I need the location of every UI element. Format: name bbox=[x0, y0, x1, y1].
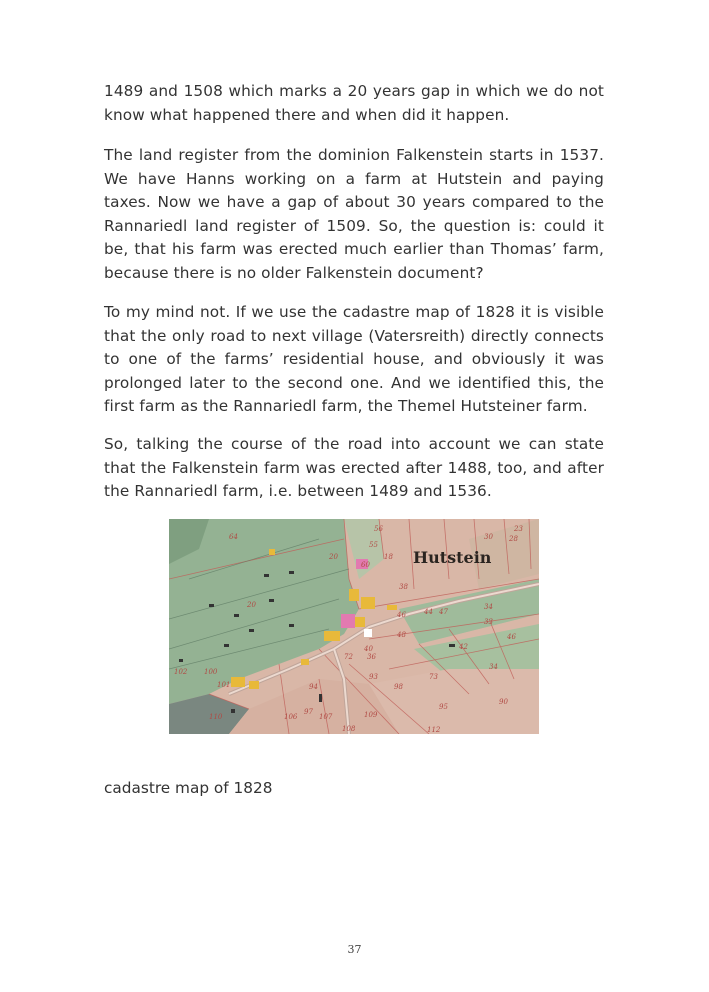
svg-text:18: 18 bbox=[384, 553, 393, 561]
residence-building bbox=[341, 614, 355, 628]
svg-text:108: 108 bbox=[342, 725, 356, 733]
svg-text:36: 36 bbox=[367, 653, 376, 661]
svg-text:56: 56 bbox=[374, 525, 383, 533]
svg-text:100: 100 bbox=[204, 668, 218, 676]
svg-text:98: 98 bbox=[394, 683, 403, 691]
svg-text:42: 42 bbox=[459, 643, 468, 651]
svg-text:34: 34 bbox=[484, 603, 493, 611]
farm-building bbox=[361, 597, 375, 609]
svg-text:34: 34 bbox=[489, 663, 498, 671]
svg-text:109: 109 bbox=[364, 711, 378, 719]
svg-text:95: 95 bbox=[439, 703, 448, 711]
svg-text:46: 46 bbox=[507, 633, 516, 641]
svg-text:101: 101 bbox=[217, 681, 231, 689]
svg-text:20: 20 bbox=[329, 553, 338, 561]
paragraph-4: So, talking the course of the road into account we can state that the Falkenstein farm was erected after 1488, too, and after the Rannariedl farm, i.e. between 1489 and 1536. bbox=[104, 435, 604, 500]
svg-text:48: 48 bbox=[397, 631, 406, 639]
svg-text:30: 30 bbox=[484, 533, 493, 541]
svg-text:72: 72 bbox=[344, 653, 353, 661]
svg-text:110: 110 bbox=[209, 713, 223, 721]
svg-text:44: 44 bbox=[424, 608, 433, 616]
svg-text:106: 106 bbox=[284, 713, 298, 721]
svg-text:46: 46 bbox=[397, 611, 406, 619]
paragraph-2: The land register from the dominion Falkenstein starts in 1537. We have Hanns working on a farm at Hutstein and paying taxes. Now we have a gap of about 30 years compared to the Rannariedl land register of 1509. So, the question is: could it be, that his farm was erected much earlier than Thomas’ farm, because there is no older Falkenstein document? bbox=[104, 146, 604, 282]
svg-text:40: 40 bbox=[364, 645, 373, 653]
svg-text:60: 60 bbox=[361, 561, 370, 569]
svg-text:90: 90 bbox=[499, 698, 508, 706]
svg-text:64: 64 bbox=[229, 533, 238, 541]
svg-text:102: 102 bbox=[174, 668, 188, 676]
svg-text:20: 20 bbox=[247, 601, 256, 609]
svg-text:47: 47 bbox=[439, 608, 448, 616]
svg-text:73: 73 bbox=[429, 673, 438, 681]
paragraph-1: 1489 and 1508 which marks a 20 years gap in which we do not know what happened there and when did it happen. bbox=[104, 82, 604, 124]
svg-text:28: 28 bbox=[509, 535, 518, 543]
svg-text:55: 55 bbox=[369, 541, 378, 549]
svg-text:107: 107 bbox=[319, 713, 333, 721]
paragraph-3: To my mind not. If we use the cadastre map of 1828 it is visible that the only road to next village (Vatersreith) directly connects to one of the farms’ residential house, and obviously it was prolonged later to the second one. And we identified this, the first farm as the Rannariedl farm, the Themel Hutsteiner farm. bbox=[104, 303, 604, 415]
svg-text:38: 38 bbox=[399, 583, 408, 591]
page-number: 37 bbox=[347, 943, 362, 956]
svg-text:97: 97 bbox=[304, 708, 313, 716]
figure-caption: cadastre map of 1828 bbox=[104, 779, 273, 797]
svg-text:94: 94 bbox=[309, 683, 318, 691]
svg-text:33: 33 bbox=[484, 618, 493, 626]
place-label: Hutstein bbox=[413, 548, 492, 567]
svg-text:112: 112 bbox=[427, 726, 441, 734]
svg-text:93: 93 bbox=[369, 673, 378, 681]
cadastre-map-image bbox=[169, 519, 539, 734]
svg-text:23: 23 bbox=[514, 525, 523, 533]
farm-building bbox=[324, 631, 340, 641]
